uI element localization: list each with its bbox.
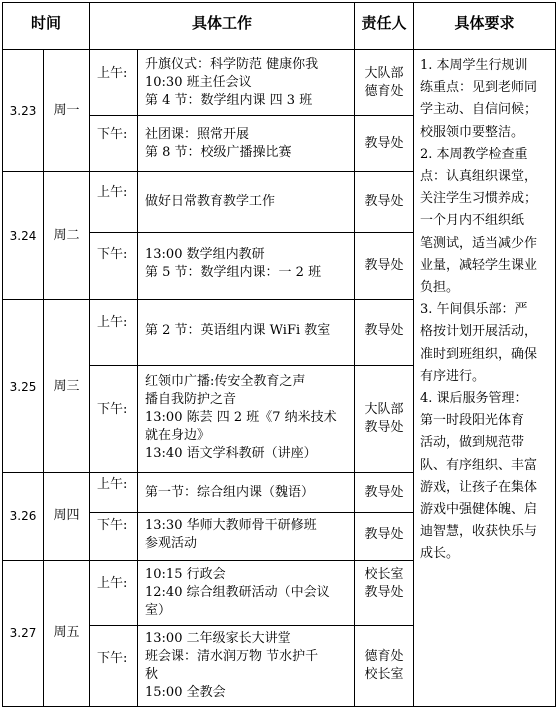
slot-period: 下午: [97,127,128,142]
slot-work: 10:15 行政会 12:40 综合组教研活动（中会议 室） [145,567,330,618]
day-weekday: 周二 [53,228,80,243]
slot-period: 下午: [97,651,128,666]
header-work: 具体工作 [191,14,252,32]
slot-work: 社团课：照常开展 第 8 节：校级广播操比赛 [145,127,292,160]
slot-work: 13:00 二年级家长大讲堂 班会课：清水润万物 节水护千 秋 15:00 全教会 [145,631,319,700]
slot-period: 下午: [97,402,128,417]
slot-work: 升旗仪式：科学防范 健康你我 10:30 班主任会议 第 4 节：数学组内课 四 3 班 [145,57,319,108]
slot-period: 下午: [97,518,128,533]
slot-work: 第 2 节：英语组内课 WiFi 教室 [145,323,331,338]
slot-work: 第一节：综合组内课（魏语） [145,485,315,500]
day-weekday: 周四 [53,508,80,523]
slot-period: 上午: [97,477,128,492]
day-weekday: 周一 [53,103,80,118]
day-weekday: 周三 [53,379,80,394]
slot-period: 上午: [97,66,128,81]
slot-work: 红领巾广播:传安全教育之声 播自我防护之音 13:00 陈芸 四 2 班《7 纳米技术 就在身边》 13:40 语文学科教研（讲座） [145,374,337,461]
header-person: 责任人 [361,14,407,32]
slot-person: 教导处 [364,194,404,209]
slot-person: 教导处 [364,527,404,542]
day-date: 3.27 [9,626,37,640]
slot-person: 校长室 教导处 [364,567,404,600]
slot-person: 德育处 校长室 [364,649,404,682]
slot-period: 下午: [97,247,128,262]
day-date: 3.25 [9,380,37,394]
slot-period: 上午: [97,315,128,330]
slot-period: 上午: [97,185,128,200]
header-time: 时间 [30,14,61,32]
header-requirement: 具体要求 [454,14,515,32]
slot-person: 教导处 [364,258,404,273]
day-date: 3.24 [9,229,37,243]
day-date: 3.26 [9,509,37,523]
slot-period: 上午: [97,576,128,591]
slot-work: 13:30 华师大教师骨干研修班 参观活动 [145,518,317,551]
day-date: 3.23 [9,104,37,118]
slot-person: 教导处 [364,323,404,338]
requirements-text: 1. 本周学生行规训 练重点：见到老师同 学主动、自信问候； 校服领巾要整洁。 2. 本周教学检查重 点：认真组织课堂， 关注学生习惯养成； 一个月内不组织纸 笔测试，适当减少作 业量，减轻学生课业 负担。 3. 午间俱乐部：严 格按计划开展活动， 准时到班组织，确保 有序进行。 4. 课后服务管理： 第一时段阳光体育 活动，做到规范带 队、有序组织、丰富 游戏，让孩子在集体 游戏中强健体魄、启 迪智慧，收获快乐与 成长。 [420,58,538,562]
slot-person: 教导处 [364,485,404,500]
day-weekday: 周五 [53,625,80,640]
slot-work: 做好日常教育教学工作 [145,194,276,209]
slot-work: 13:00 数学组内教研 第 5 节：数学组内课：一 2 班 [145,247,322,280]
slot-person: 教导处 [364,136,404,151]
slot-person: 大队部 教导处 [364,402,404,435]
slot-person: 大队部 德育处 [364,66,404,99]
